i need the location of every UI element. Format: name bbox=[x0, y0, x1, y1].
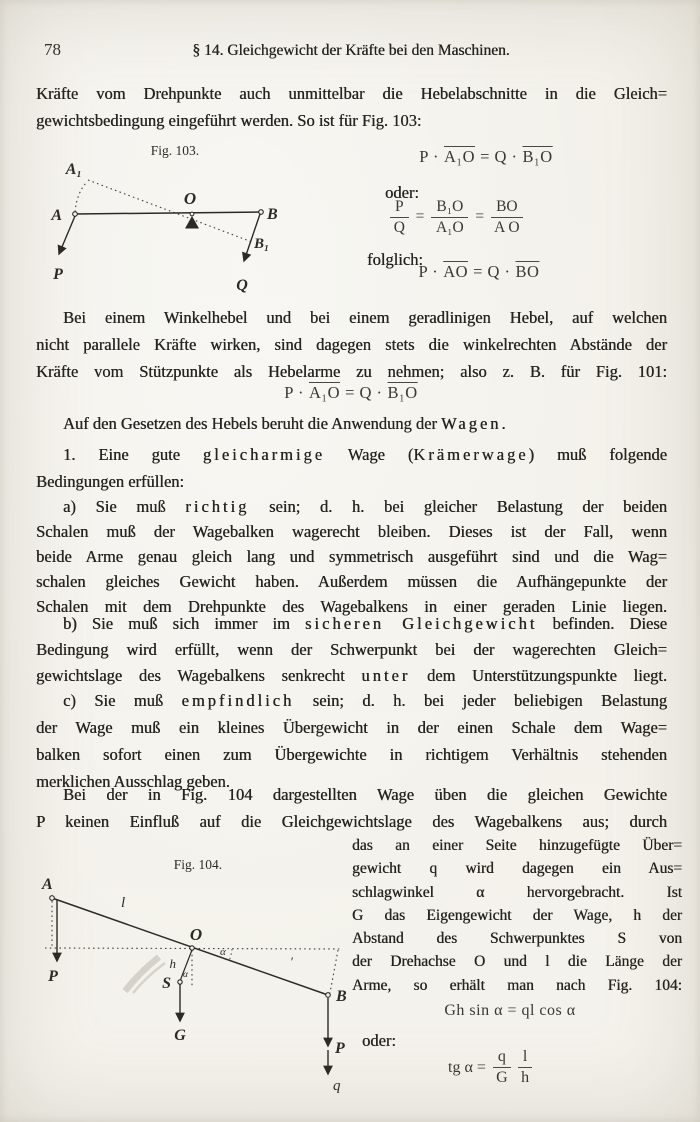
fig104-angle-arc bbox=[229, 949, 232, 961]
fig103-label-a: A bbox=[51, 207, 62, 224]
fraction-q-g: $\frac{q}{G}$ bbox=[493, 1048, 511, 1088]
text-line: der Wage muß ein kleines Übergewicht in der einen Schale dem Wage= bbox=[36, 718, 667, 737]
text-line: Bedingungen erfüllen: bbox=[36, 472, 185, 491]
fig104-label-g: G bbox=[174, 1027, 186, 1044]
text-line: Auf den Gesetzen des Hebels beruht die Anwendung der Wagen. bbox=[63, 414, 506, 433]
fig104-label-p: P bbox=[335, 1040, 345, 1057]
connector-folglich: folglich: bbox=[367, 250, 423, 269]
text-line: merklichen Ausschlag geben. bbox=[36, 772, 230, 791]
equation-tg-alpha bbox=[448, 1048, 532, 1088]
pencil-smudge bbox=[125, 957, 159, 991]
paragraph-fig104-intro bbox=[36, 781, 667, 835]
fig103-label-q: Q bbox=[236, 277, 248, 294]
fraction-p-q: $\frac{P}{Q}$ bbox=[390, 198, 409, 237]
text-line: a) Sie muß richtig sein; d. h. bei gleicher Belastung der beiden bbox=[63, 497, 667, 516]
text-line: Bei einem Winkelhebel und bei einem geradlinigen Hebel, auf welchen bbox=[63, 308, 667, 327]
page-header: § 14. Gleichgewicht der Kräfte bei den Maschinen. bbox=[192, 42, 510, 59]
fig103-label-o: O bbox=[183, 189, 197, 208]
fig103-dotted-swing-line bbox=[75, 182, 87, 212]
fig103-point-a bbox=[73, 212, 78, 217]
fig103-point-b bbox=[259, 210, 264, 215]
paragraph-b-gleichgewicht bbox=[36, 611, 667, 689]
emphasized-word: richtig bbox=[185, 497, 250, 516]
fig104-label-l: l bbox=[121, 895, 126, 911]
paragraph-c-empfindlich bbox=[36, 687, 667, 795]
text-line: beide Arme genau gleich lang und symmetrisch ausgeführt sind und die Wag= bbox=[36, 547, 667, 566]
fig103-point-o bbox=[190, 212, 194, 216]
paragraph-kraemerwage bbox=[36, 441, 667, 495]
eqmid-rhs: = Q · bbox=[345, 383, 383, 402]
tg-alpha-lhs: tg α = bbox=[448, 1058, 486, 1076]
eq3-rhs-segment: $\overline{BO}$ bbox=[515, 262, 540, 281]
text-line: balken sofort einen zum Übergewichte in richtigem Verhältnis stehenden bbox=[36, 745, 667, 764]
fig103-label-b: B bbox=[267, 206, 278, 223]
fig103-dotted-tilted-lever bbox=[88, 180, 252, 242]
emphasized-word: empfindlich bbox=[181, 691, 295, 710]
text-line: das an einer Seite hinzugefügte Über= bbox=[352, 837, 682, 854]
text-line: gewichtslage des Wagebalkens senkrecht unter dem Unterstützungspunkte liegt. bbox=[36, 666, 667, 685]
text-line: Arme, so erhält man nach Fig. 104: bbox=[352, 976, 682, 994]
text-line: G das Eigengewicht der Wage, h der bbox=[352, 906, 682, 924]
fig104-label-b: B bbox=[336, 988, 347, 1005]
fig104-label-alpha-s: α bbox=[183, 970, 188, 980]
text-line: nicht parallele Kräfte wirken, sind dagegen stets die winkelrechten Abstände der bbox=[36, 335, 667, 354]
eqmid-rhs-segment: B₁O bbox=[387, 383, 418, 402]
eq3-rhs: = Q · bbox=[473, 262, 511, 281]
equation-2 bbox=[390, 198, 523, 237]
equation-mid bbox=[272, 383, 430, 403]
text-line: schalen gleiches Gewicht haben. Außerdem müssen die Aufhängepunkte der bbox=[36, 572, 667, 591]
fig104-point-b bbox=[326, 993, 331, 998]
paragraph-winkelhebel bbox=[36, 304, 667, 385]
text-line: Bedingung wird erfüllt, wenn der Schwerpunkt bei der wagerechten Gleich= bbox=[36, 640, 667, 659]
text-line: Schalen muß der Wagebalken wagerecht bleiben. Dieses ist der Fall, wenn bbox=[36, 522, 667, 541]
fig104-diagram bbox=[25, 843, 365, 1113]
emphasized-word: Krämerwage bbox=[413, 445, 529, 464]
fig104-caption: Fig. 104. bbox=[173, 857, 223, 872]
fig104-label-alpha: α bbox=[220, 946, 226, 958]
fig104-point-o bbox=[190, 946, 194, 950]
fraction-l-h: $\frac{l}{h}$ bbox=[518, 1048, 532, 1088]
fig103-lever-beam bbox=[75, 212, 261, 214]
emphasized-word: gleicharmige bbox=[202, 445, 326, 464]
eq3-lhs: P · bbox=[418, 262, 439, 281]
text-line: c) Sie muß empfindlich sein; d. h. bei jeder beliebigen Belastung bbox=[63, 691, 667, 710]
eqmid-lhs: P · bbox=[284, 383, 304, 402]
equals-sign: = bbox=[475, 208, 485, 226]
eq1-lhs-segment: A₁O bbox=[443, 147, 476, 166]
fig104-point-s bbox=[178, 980, 182, 984]
text-line: Schalen mit dem Drehpunkte des Wagebalkens in einer geraden Linie liegen. bbox=[36, 597, 667, 616]
fraction-b1o-a1o: $\frac{\text{B₁O}}{\text{A₁O}}$ bbox=[431, 198, 468, 237]
eqmid-lhs-segment: A₁O bbox=[308, 383, 341, 402]
fig104-label-o: O bbox=[189, 925, 203, 944]
paragraph-gesetze-des-hebels bbox=[36, 410, 667, 437]
eq1-lhs: P · bbox=[419, 147, 439, 166]
text-line: 1. Eine gute gleicharmige Wage (Krämerwage) muß folgende bbox=[63, 445, 667, 464]
text-line: gewicht q wird dagegen ein Aus= bbox=[352, 860, 682, 878]
connector-oder-1: oder: bbox=[385, 183, 419, 202]
text-line: Bei der in Fig. 104 dargestellten Wage üben die gleichen Gewichte bbox=[63, 785, 667, 804]
fig104-point-a bbox=[50, 896, 55, 901]
equation-gh-sin: Gh sin α = ql cos α bbox=[444, 1002, 576, 1019]
equals-sign: = bbox=[415, 208, 425, 226]
eq1-rhs: = Q · bbox=[480, 147, 518, 166]
fig104-label-q: q bbox=[333, 1078, 341, 1094]
text-line: schlagwinkel α hervorgebracht. Ist bbox=[352, 883, 682, 901]
eq3-lhs-segment: $\overline{AO}$ bbox=[443, 262, 469, 281]
paragraph-right-column bbox=[352, 834, 682, 997]
paragraph-a-richtig bbox=[36, 494, 667, 619]
fig104-label-s: S bbox=[162, 975, 171, 992]
eq1-rhs-segment: B₁O bbox=[522, 147, 553, 166]
text-line: P keinen Einfluß auf die Gleichgewichtslage des Wagebalkens aus; durch bbox=[36, 812, 667, 831]
fig104-label-p-left: P bbox=[48, 968, 58, 985]
fig103-label-p: P bbox=[53, 266, 63, 283]
emphasized-word: unter bbox=[361, 666, 411, 685]
fig104-label-a: A bbox=[42, 876, 53, 893]
fig103-label-b1: B₁ bbox=[254, 236, 270, 252]
fraction-bo-ao: $\frac{BO}{\text{A O}}$ bbox=[491, 198, 523, 237]
text-line: Abstand des Schwerpunktes S von bbox=[352, 930, 682, 948]
fig104-label-h: h bbox=[169, 956, 176, 971]
emphasized-word: sicheren Gleichgewicht bbox=[305, 614, 538, 633]
equation-3 bbox=[399, 262, 559, 282]
paragraph-intro bbox=[36, 80, 667, 134]
page-number: 78 bbox=[44, 40, 61, 59]
fig104-dotted-vertical-b bbox=[330, 950, 338, 993]
fig104-label-prime: ′ bbox=[290, 954, 293, 969]
text-line: b) Sie muß sich immer im sicheren Gleichgewicht befinden. Diese bbox=[63, 614, 668, 633]
connector-oder-2: oder: bbox=[362, 1031, 396, 1050]
text-line: gewichtsbedingung eingeführt werden. So ist für Fig. 103: bbox=[36, 111, 422, 130]
text-line: Kräfte vom Drehpunkte auch unmittelbar die Hebelabschnitte in die Gleich= bbox=[36, 84, 667, 103]
fig103-label-a1: A₁ bbox=[65, 161, 82, 178]
equation-1 bbox=[396, 147, 576, 167]
fig103-diagram bbox=[33, 142, 365, 302]
fig103-caption: Fig. 103. bbox=[150, 143, 200, 158]
text-line: Kräfte vom Stützpunkte als Hebelarme zu nehmen; also z. B. für Fig. 101: bbox=[36, 362, 667, 381]
emphasized-word: Wagen bbox=[441, 414, 502, 433]
text-line: der Drehachse O und l die Länge der bbox=[352, 953, 682, 971]
